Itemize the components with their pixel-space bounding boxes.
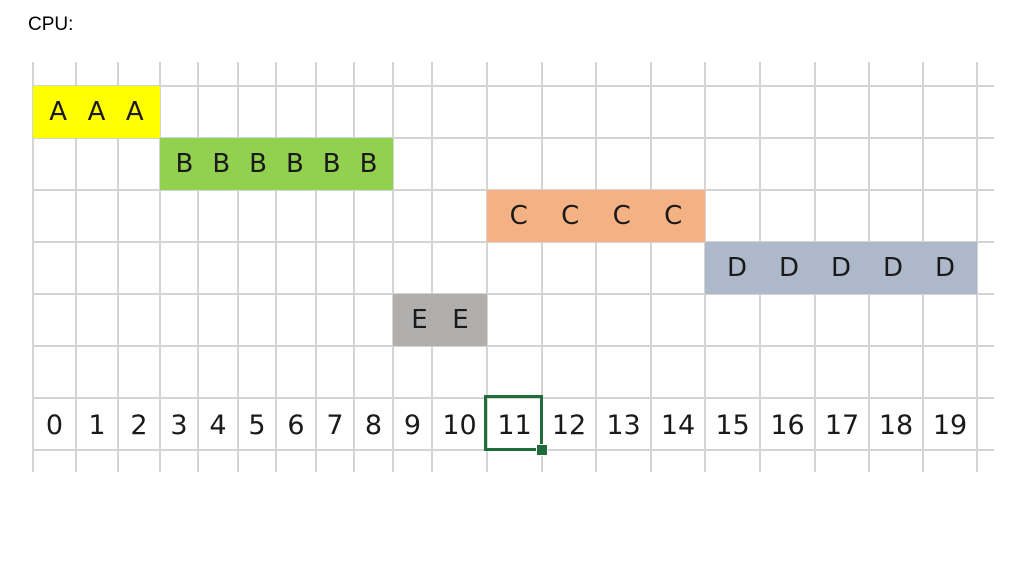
timeline-cell[interactable]: 12 xyxy=(551,409,587,441)
timeline-cell[interactable]: 11 xyxy=(497,409,532,441)
process-label: C xyxy=(664,201,683,231)
timeline-cell[interactable]: 17 xyxy=(824,409,860,441)
process-label: B xyxy=(175,149,194,179)
process-label: A xyxy=(125,97,144,127)
timeline-cell[interactable]: 8 xyxy=(364,409,383,441)
timeline-cell[interactable]: 16 xyxy=(770,409,805,441)
timeline-cell[interactable]: 14 xyxy=(660,409,696,441)
process-block-c[interactable] xyxy=(487,190,705,242)
timeline-cell[interactable]: 18 xyxy=(878,409,914,441)
process-block-b[interactable] xyxy=(160,138,393,190)
process-label: D xyxy=(830,253,852,283)
timeline-cell[interactable]: 4 xyxy=(209,409,227,441)
process-label: B xyxy=(249,149,267,179)
process-block-a[interactable] xyxy=(33,86,160,138)
fill-handle[interactable] xyxy=(536,444,548,456)
timeline-cell[interactable]: 5 xyxy=(248,409,266,441)
timeline-cell[interactable]: 19 xyxy=(932,409,968,441)
process-label: A xyxy=(87,97,106,127)
process-block-d[interactable] xyxy=(705,242,977,294)
process-label: B xyxy=(322,149,341,179)
timeline-cell[interactable]: 13 xyxy=(606,409,641,441)
process-label: E xyxy=(452,305,469,335)
process-label: D xyxy=(882,253,904,283)
process-label: C xyxy=(561,201,580,231)
cpu-title: CPU: xyxy=(28,14,74,35)
process-label: E xyxy=(411,305,428,335)
process-label: C xyxy=(612,201,631,231)
process-label: B xyxy=(212,149,231,179)
process-block-e[interactable] xyxy=(393,294,487,346)
grid-row-line xyxy=(32,85,994,87)
timeline-cell[interactable]: 10 xyxy=(442,409,477,441)
selected-cell-outline[interactable] xyxy=(484,395,543,451)
timeline-cell[interactable]: 9 xyxy=(403,409,422,441)
timeline-cell[interactable]: 0 xyxy=(45,409,64,441)
process-label: D xyxy=(934,253,956,283)
process-label: C xyxy=(509,201,528,231)
process-label: B xyxy=(359,149,378,179)
timeline-cell[interactable]: 15 xyxy=(715,409,750,441)
timeline-cell[interactable]: 1 xyxy=(88,409,106,441)
process-label: A xyxy=(49,97,68,127)
process-label: B xyxy=(285,149,304,179)
timeline-cell[interactable]: 7 xyxy=(326,409,344,441)
process-label: D xyxy=(726,253,748,283)
process-label: D xyxy=(778,253,800,283)
timeline-cell[interactable]: 6 xyxy=(287,409,305,441)
grid-row-line xyxy=(32,345,994,347)
timeline-cell[interactable]: 2 xyxy=(130,409,148,441)
timeline-cell[interactable]: 3 xyxy=(170,409,188,441)
